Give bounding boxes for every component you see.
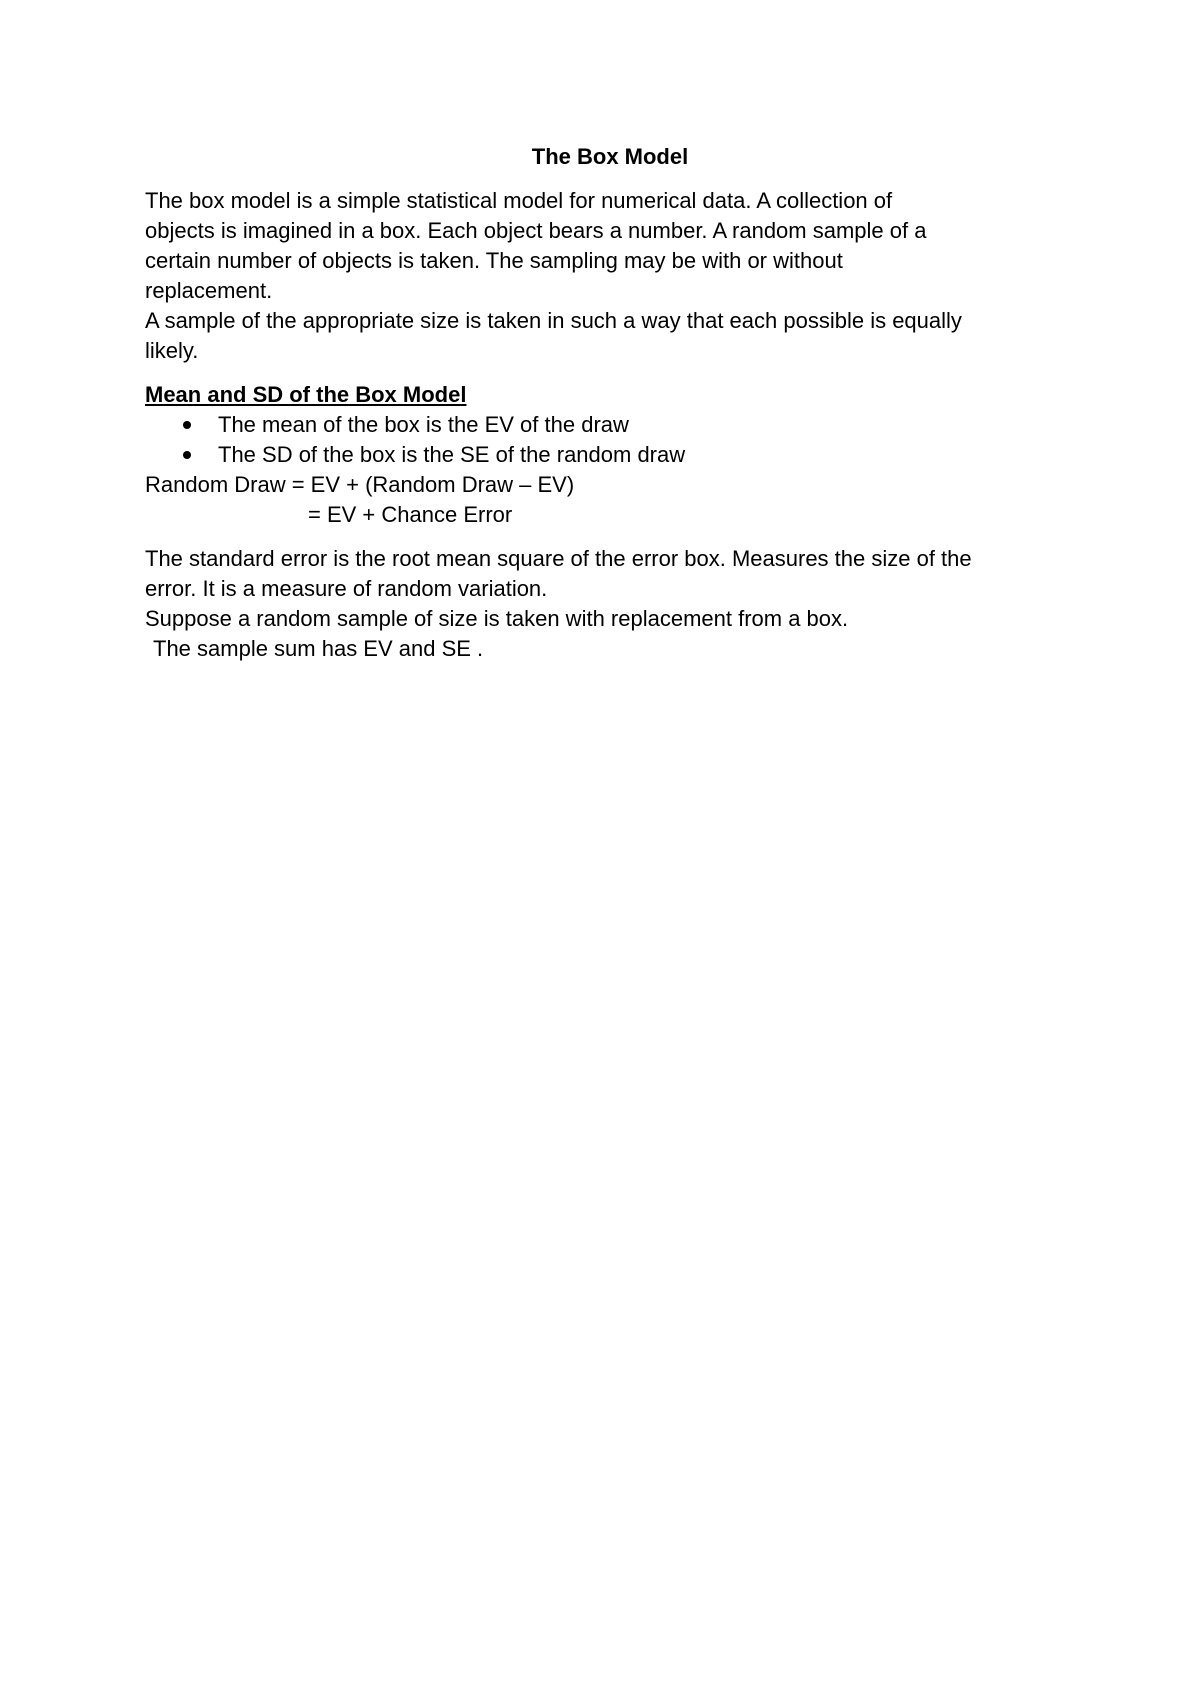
document-body (145, 142, 1075, 664)
list-item (145, 440, 1075, 470)
closing-line: error. It is a measure of random variation. (145, 576, 548, 601)
bullet-list (145, 410, 1075, 470)
intro-line: A sample of the appropriate size is taken in such a way that each possible is equally (145, 308, 962, 333)
intro-line: replacement. (145, 278, 273, 303)
intro-line: The box model is a simple statistical model for numerical data. A collection of (145, 188, 893, 213)
list-item (145, 410, 1075, 440)
list-item-text: The mean of the box is the EV of the draw (218, 412, 629, 437)
equation-line: Random Draw = EV + (Random Draw – EV) (145, 472, 575, 497)
intro-paragraph (145, 186, 1075, 366)
bullet-icon (183, 421, 191, 429)
closing-line: Suppose a random sample of size is taken with replacement from a box. (145, 606, 849, 631)
intro-line: likely. (145, 338, 199, 363)
intro-line: certain number of objects is taken. The sampling may be with or without (145, 248, 843, 273)
closing-paragraph (145, 544, 1075, 664)
intro-line: objects is imagined in a box. Each object bears a number. A random sample of a (145, 218, 927, 243)
section-heading: Mean and SD of the Box Model (145, 382, 467, 407)
list-item-text: The SD of the box is the SE of the random draw (218, 442, 686, 467)
closing-line: The standard error is the root mean square of the error box. Measures the size of the (145, 546, 972, 571)
closing-line: The sample sum has EV and SE . (153, 636, 484, 661)
equation-continuation: = EV + Chance Error (308, 502, 513, 527)
bullet-icon (183, 451, 191, 459)
document-title: The Box Model (531, 144, 689, 169)
mean-sd-section (145, 380, 1075, 530)
